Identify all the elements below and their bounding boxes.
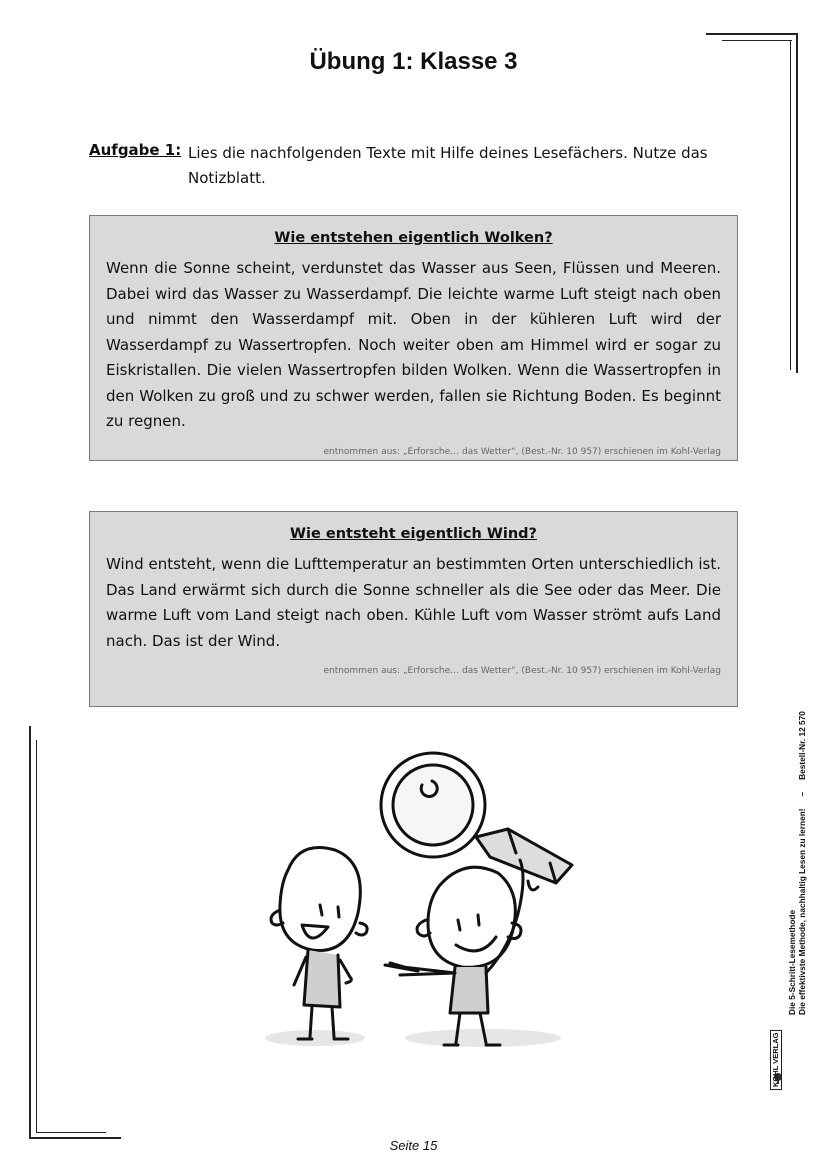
two-children-with-magnifying-glass-illustration: [265, 753, 572, 1047]
box-heading: Wie entstehen eigentlich Wolken?: [274, 230, 553, 246]
side-info: [787, 711, 807, 1015]
side-subtitle: Die effektivste Methode, nachhaltig Lesen zu lernen!: [797, 808, 807, 1015]
side-order-number: Bestell-Nr. 12 570: [797, 711, 807, 780]
publisher-logo: [770, 1010, 792, 1096]
text-box-wind: [89, 511, 738, 707]
page-title: Übung 1: Klasse 3: [309, 48, 518, 75]
task-text: Lies die nachfolgenden Texte mit Hilfe deines Lesefächers. Nutze das Notizblatt.: [188, 144, 708, 187]
frame-right-vertical: [796, 33, 798, 373]
box-source: entnommen aus: „Erforsche… das Wetter“, (Best.-Nr. 10 957) erschienen im Kohl-Verlag: [323, 666, 721, 676]
publisher-name: KOHL VERLAG: [770, 1030, 782, 1090]
box-text: Wind entsteht, wenn die Lufttemperatur an bestimmten Orten unterschiedlich ist. Das Land erwärmt sich durch die Sonne schneller als die See oder das Meer. Die warme Luft vom Land steigt nach oben. Kühle Luft vom Wasser strömt aufs Land nach. Das ist der Wind.: [106, 555, 721, 650]
frame-top-right-inner: [722, 40, 792, 41]
text-box-clouds: [89, 215, 738, 461]
frame-top-right: [706, 33, 798, 35]
box-heading: Wie entsteht eigentlich Wind?: [290, 526, 537, 542]
frame-bottom-left-inner: [36, 1132, 106, 1133]
box-text: Wenn die Sonne scheint, verdunstet das Wasser aus Seen, Flüssen und Meeren. Dabei wird das Wasser zu Wasserdampf. Die leichte warme Luft steigt nach oben und nimmt den Wasserdampf mit. Oben in der kühleren Luft wird der Wasserdampf zu Wassertropfen. Noch weiter oben am Himmel wird er sogar zu Eiskristallen. Die vielen Wassertropfen bilden Wolken. Wenn die Wassertropfen in den Wolken zu groß und zu schwer werden, fallen sie Richtung Boden. Es beginnt zu regnen.: [106, 259, 721, 430]
frame-left-vertical-inner: [36, 740, 37, 1133]
children-magnifier-illustration: [250, 745, 590, 1055]
side-info-row: [797, 711, 807, 1015]
side-separator: –: [797, 791, 807, 797]
page-number: Seite 15: [389, 1138, 438, 1153]
frame-right-vertical-inner: [790, 40, 791, 370]
side-series-title: Die 5-Schritt-Lesemethode: [787, 909, 797, 1015]
task-label: Aufgabe 1:: [89, 141, 182, 159]
box-source: entnommen aus: „Erforsche… das Wetter“, (Best.-Nr. 10 957) erschienen im Kohl-Verlag: [323, 446, 721, 457]
frame-left-vertical: [29, 726, 31, 1139]
